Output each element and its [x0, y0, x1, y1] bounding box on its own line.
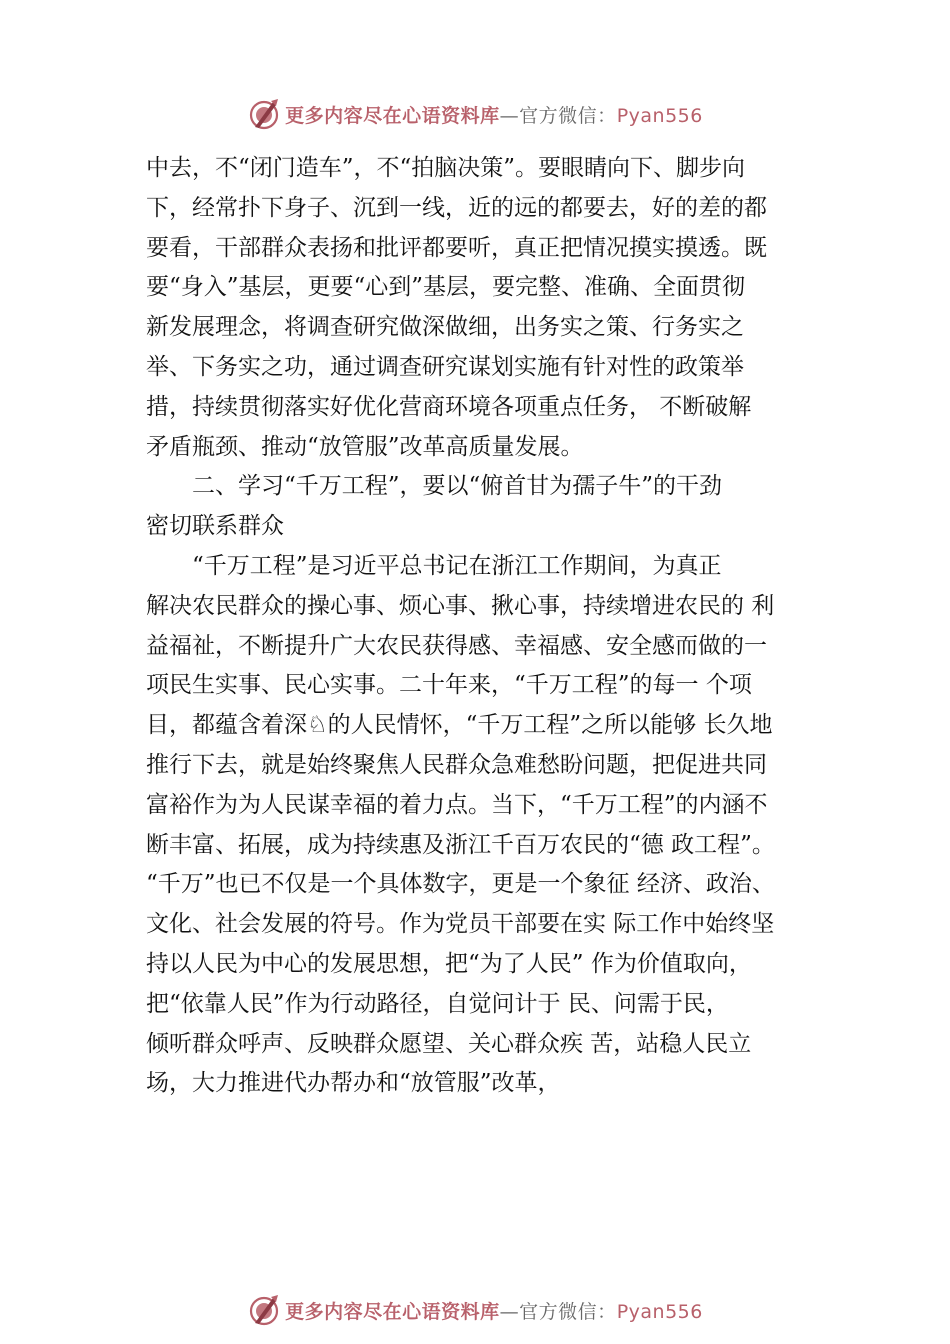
text-line: 矛盾瓶颈、推动“放管服”改革高质量发展。 — [146, 433, 584, 460]
text-line: 要看，干部群众表扬和批评都要听，真正把情况摸实摸透。既 — [146, 234, 767, 261]
text-line: 密切联系群众 — [146, 513, 284, 540]
text-line: 富裕作为为人民谋幸福的着力点。当下，“千万工程”的内涵不 — [146, 791, 768, 818]
text-line: “千万”也已不仅是一个具体数字，更是一个象征 经济、政治、 — [146, 871, 775, 898]
text-line: 把“依靠人民”作为行动路径，自觉问计于 民、问需于民， — [146, 990, 729, 1017]
banner-id: Pyan556 — [616, 104, 703, 127]
banner-main: 更多内容尽在心语资料库 — [285, 104, 500, 127]
quill-seal-icon — [247, 97, 281, 131]
text-line: 断丰富、拓展，成为持续惠及浙江千百万农民的“德 政工程”。 — [146, 831, 775, 858]
text-line: 中去，不“闭门造车”，不“拍脑决策”。要眼睛向下、脚步向 — [146, 155, 746, 181]
footer-banner — [0, 1290, 950, 1330]
text-line: 项民生实事、民心实事。二十年来，“千万工程”的每一 个项 — [146, 672, 752, 699]
text-line: 文化、社会发展的符号。作为党员干部要在实 际工作中始终坚 — [146, 911, 775, 938]
text-line: 新发展理念，将调查研究做深做细，出务实之策、行务实之 — [146, 314, 744, 341]
text-line: 持以人民为中心的发展思想，把“为了人民” 作为价值取向， — [146, 950, 752, 977]
banner-sub: —官方微信： — [499, 1300, 617, 1323]
header-banner — [0, 94, 950, 134]
banner-sub: —官方微信： — [499, 104, 617, 127]
text-line: 目，都蕴含着深♘的人民情怀，“千万工程”之所以能够 长久地 — [146, 712, 773, 739]
text-line: 推行下去，就是始终聚焦人民群众急难愁盼问题，把促进共同 — [146, 751, 767, 778]
text-line: 场，大力推进代办帮办和“放管服”改革， — [146, 1070, 561, 1097]
banner-text — [285, 1297, 703, 1324]
text-line: 措，持续贯彻落实好优化营商环境各项重点任务， 不断破解 — [146, 393, 752, 420]
quill-seal-icon — [247, 1293, 281, 1327]
text-line: 举、下务实之功，通过调查研究谋划实施有针对性的政策举 — [146, 353, 744, 380]
document-body — [146, 149, 836, 1104]
banner-text — [285, 101, 703, 128]
text-line: 解决农民群众的操心事、烦心事、揪心事，持续增进农民的 利 — [146, 592, 775, 619]
text-line: 二、学习“千万工程”，要以“俯首甘为孺子牛”的干劲 — [192, 473, 723, 500]
banner-main: 更多内容尽在心语资料库 — [285, 1300, 500, 1323]
text-line: “千万工程”是习近平总书记在浙江工作期间，为真正 — [192, 552, 722, 579]
text-line: 要“身入”基层，更要“心到”基层，要完整、准确、全面贯彻 — [146, 274, 746, 301]
text-line: 益福祉，不断提升广大农民获得感、幸福感、安全感而做的一 — [146, 632, 767, 659]
text-line: 下，经常扑下身子、沉到一线，近的远的都要去，好的差的都 — [146, 194, 767, 221]
text-line: 倾听群众呼声、反映群众愿望、关心群众疾 苦，站稳人民立 — [146, 1030, 752, 1057]
banner-id: Pyan556 — [616, 1300, 703, 1323]
